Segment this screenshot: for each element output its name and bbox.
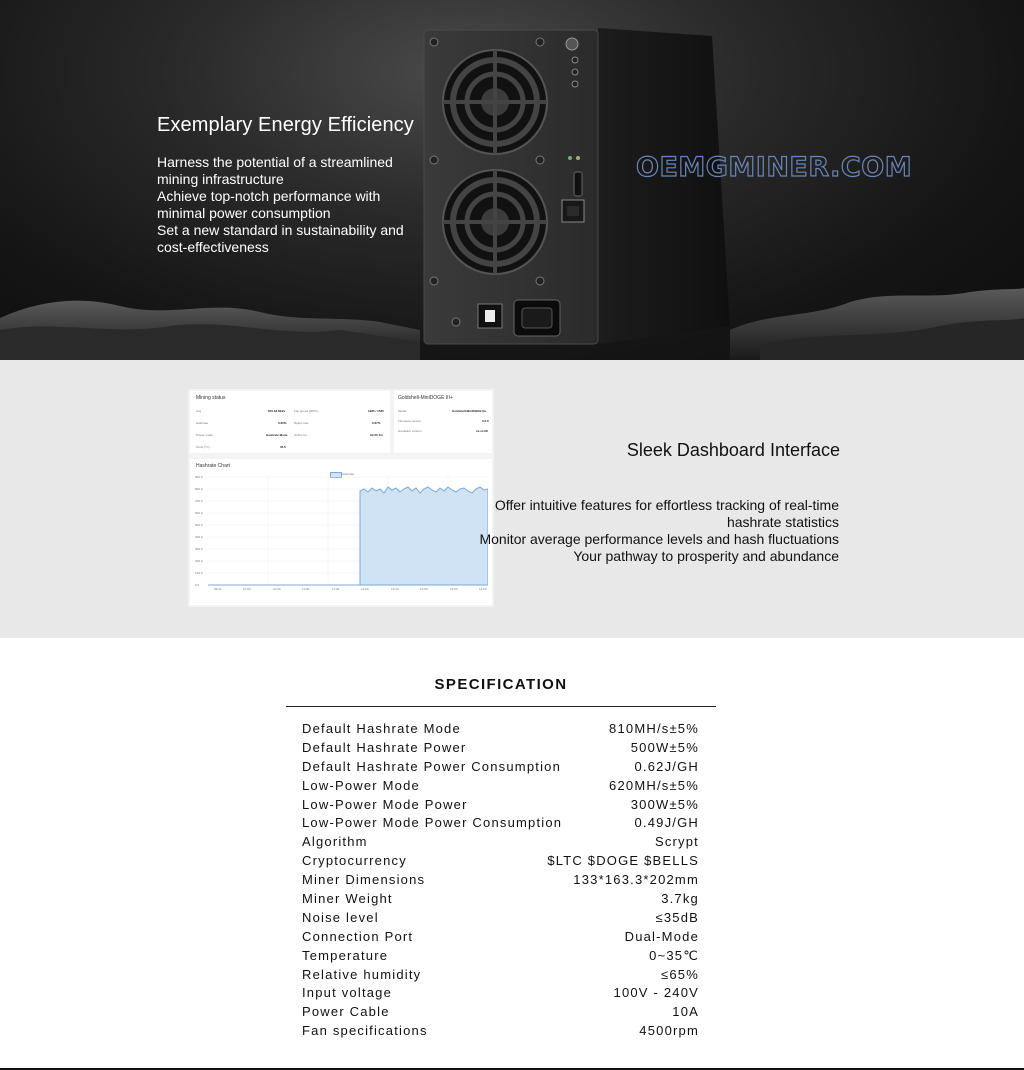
spec-row [302,890,699,909]
x-tick: 14:00 [479,587,487,591]
specification-title: SPECIFICATION [434,676,568,693]
y-tick: 500.0 [195,523,203,527]
dashboard-title: Sleek Dashboard Interface [626,440,840,460]
spec-label: Fan specifications [302,1023,428,1039]
dashboard-line: Monitor average performance levels and hash fluctuations [479,531,839,547]
status-label: Temp (°C) [196,445,210,449]
spec-row [302,833,699,852]
spec-row [302,871,699,890]
spec-label: Default Hashrate Power Consumption [302,758,562,774]
dashboard-line: Offer intuitive features for effortless tracking of real-time hashrate statistics [494,497,839,530]
spec-label: Relative humidity [302,966,422,982]
device-label: Hardware version [398,429,422,433]
status-value: 0.35% [278,421,287,425]
x-tick: 10:30 [273,587,281,591]
hero-title: Exemplary Energy Efficiency [157,114,414,136]
status-label: Reject rate [294,421,309,425]
hashrate-chart-plot [208,475,488,587]
y-tick: 600.0 [195,511,203,515]
watermark-text: OEMGMINER.COM [636,152,913,183]
device-value: 0.0.6 [482,419,489,423]
spec-value: ≤65% [661,966,699,982]
y-tick: 700.0 [195,499,203,503]
dashboard-section [0,360,1024,638]
spec-value: 0.62J/GH [634,758,699,774]
spec-label: Low-Power Mode Power Consumption [302,815,563,831]
hero-line: Harness the potential of a streamlined mining infrastructure [157,154,393,187]
spec-value: 0.49J/GH [634,815,699,831]
miner-device-image [422,26,734,346]
spec-value: 3.7kg [661,891,699,907]
device-value: Goldshell-MiniDOGE III+ [452,409,487,413]
spec-label: Noise level [302,909,379,925]
specification-table [302,720,699,1041]
mining-status-title: Mining status [196,395,226,401]
spec-row [302,796,699,815]
y-tick: 0.0 [195,583,200,587]
device-value: xx.xx.08 [476,429,488,433]
x-tick: 10:00 [243,587,251,591]
status-label: Power mode [196,433,213,437]
spec-row [302,928,699,947]
x-tick: 13:00 [420,587,428,591]
status-label: Avg [196,409,202,413]
spec-row [302,909,699,928]
spec-label: Default Hashrate Mode [302,721,461,736]
status-label: Online for [294,433,308,437]
status-value: 810.18 MH/s [268,409,286,413]
spec-label: Low-Power Mode [302,777,420,793]
device-label: Firmware version [398,419,422,423]
hashrate-chart-title: Hashrate Chart [196,463,230,469]
spec-value: 0~35℃ [649,947,699,963]
y-tick: 800.0 [195,487,203,491]
spec-row [302,1022,699,1041]
dashboard-line: Your pathway to prosperity and abundance [573,548,839,564]
spec-row [302,1003,699,1022]
hero-line: Achieve top-notch performance with minimal power consumption [157,188,381,221]
spec-value: 4500rpm [639,1023,699,1039]
spec-label: Temperature [302,947,389,963]
spec-row [302,947,699,966]
status-value: 35.5 [280,445,286,449]
device-title: Goldshell-MiniDOGE III+ [398,395,453,401]
spec-row [302,984,699,1003]
spec-value: 133*163.3*202mm [573,872,699,888]
device-label: Model [398,409,407,413]
spec-row [302,720,699,739]
dashboard-screenshot [188,389,494,607]
spec-value: 500W±5% [630,739,699,755]
spec-value: 810MH/s±5% [609,721,699,736]
spec-label: Connection Port [302,928,414,944]
status-label: Fan speed (RPM) [294,409,318,413]
status-value: Hashrate Mode [266,433,288,437]
spec-row [302,739,699,758]
spec-label: Input voltage [302,985,393,1001]
hashrate-chart-card [190,459,492,605]
y-tick: 900.0 [195,475,203,479]
y-tick: 300.0 [195,547,203,551]
spec-row [302,814,699,833]
hero-description [157,154,417,256]
spec-value: Scrypt [654,834,699,850]
spec-row [302,852,699,871]
specification-divider [286,706,716,707]
spec-label: Power Cable [302,1004,390,1020]
hero-banner [0,0,1024,360]
x-tick: 11:00 [302,587,310,591]
status-label: Hashrate [196,421,209,425]
spec-value: 620MH/s±5% [609,777,699,793]
spec-label: Low-Power Mode Power [302,796,468,812]
spec-value: 10A [672,1004,699,1020]
chart-legend: Hashrate [342,472,355,476]
spec-value: Dual-Mode [624,928,699,944]
spec-label: Miner Dimensions [302,872,426,888]
y-tick: 200.0 [195,559,203,563]
dashboard-description [479,497,839,565]
status-value: 0d 2h 7m [370,433,384,437]
spec-row [302,758,699,777]
x-tick: 12:30 [391,587,399,591]
hero-line: Set a new standard in sustainability and cost-effectiveness [157,222,404,255]
spec-label: Cryptocurrency [302,853,407,869]
status-value: 0.67% [372,421,381,425]
mining-status-card [190,391,390,453]
x-tick: 13:30 [450,587,458,591]
spec-value: ≤35dB [655,909,699,925]
spec-value: 100V - 240V [613,985,699,1001]
x-tick: 11:30 [332,587,340,591]
spec-row [302,777,699,796]
spec-label: Algorithm [302,834,368,850]
device-info-card [394,391,492,453]
y-tick: 400.0 [195,535,203,539]
spec-value: $LTC $DOGE $BELLS [547,853,699,869]
y-tick: 100.0 [195,571,203,575]
status-value: 1965 / 1535 [368,409,384,413]
x-tick: 09:31 [214,587,222,591]
x-tick: 12:00 [361,587,369,591]
spec-label: Miner Weight [302,891,393,907]
spec-label: Default Hashrate Power [302,739,467,755]
spec-value: 300W±5% [630,796,699,812]
spec-row [302,966,699,985]
